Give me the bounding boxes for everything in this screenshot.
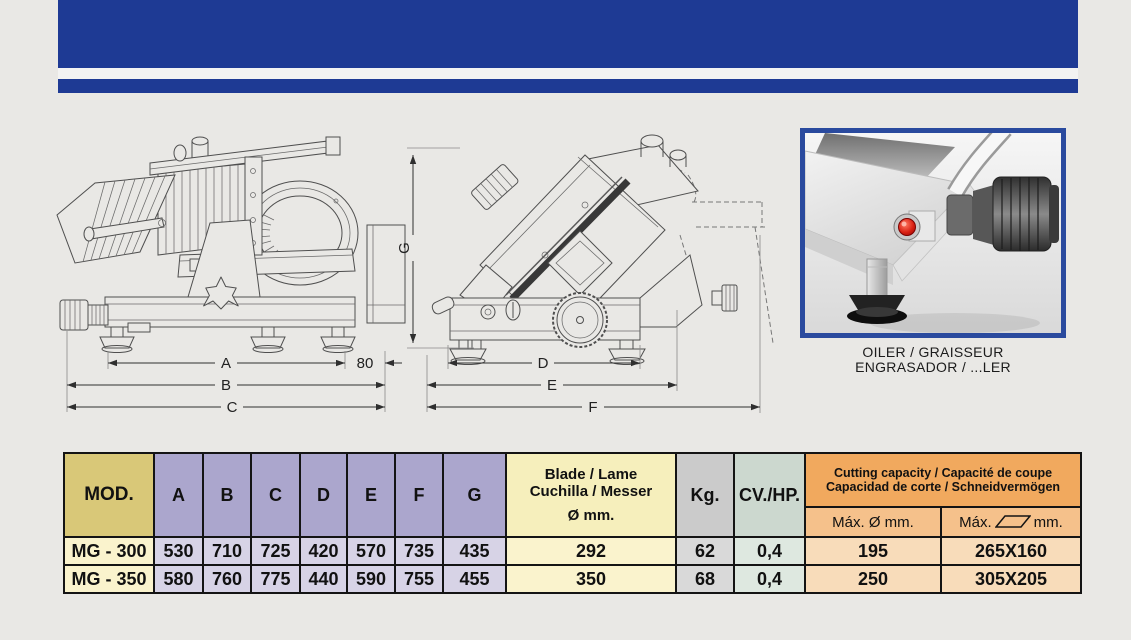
header-blade-line2: Cuchilla / Messer [529,483,653,500]
cell-a: 580 [154,565,203,593]
header-cutting-line2: Capacidad de corte / Schneidvermögen [825,480,1061,494]
cell-cv: 0,4 [734,537,805,565]
header-dim-f: F [395,453,443,537]
cell-e: 590 [347,565,395,593]
table-row-mg300 [64,537,1081,565]
cell-max-rect: 305X205 [941,565,1081,593]
oiler-photo [800,128,1066,338]
cell-blade: 350 [506,565,676,593]
dim-label-e: E [546,377,558,394]
cell-d: 420 [300,537,347,565]
header-cutting-capacity [805,453,1081,507]
header-dim-e: E [347,453,395,537]
cell-e: 570 [347,537,395,565]
header-blade-line3: Ø mm. [567,507,615,524]
cell-b: 710 [203,537,251,565]
cell-c: 775 [251,565,300,593]
cell-b: 760 [203,565,251,593]
cell-a: 530 [154,537,203,565]
technical-drawings [40,115,810,445]
cell-cv: 0,4 [734,565,805,593]
header-bar-main [58,0,1078,68]
header-bar-gap [58,68,1078,79]
header-dim-a: A [154,453,203,537]
cell-f: 735 [395,537,443,565]
cell-model: MG - 350 [64,565,154,593]
dim-label-d: D [537,355,549,372]
header-max-diameter: Máx. Ø mm. [805,507,941,537]
oiler-caption [790,345,1076,375]
oiler-caption-line1: OILER / GRAISSEUR [862,344,1004,360]
thickness-knob [60,300,108,330]
header-dim-c: C [251,453,300,537]
cell-model: MG - 300 [64,537,154,565]
cell-f: 755 [395,565,443,593]
dim-label-b: B [220,377,232,394]
dim-label-f: F [588,399,598,416]
dim-label-a: A [220,355,232,372]
tilted-knob [470,163,519,210]
parallelogram-icon [995,515,1031,528]
handwheel [553,293,607,347]
spec-table [63,452,1082,594]
header-max-rect-prefix: Máx. [959,513,992,531]
side-view-drawing [57,137,405,353]
cell-g: 435 [443,537,506,565]
dim-label-g: G [396,242,413,254]
header-cv: CV./HP. [734,453,805,537]
cell-c: 725 [251,537,300,565]
side-knob [712,285,737,311]
dim-label-80: 80 [356,355,374,372]
table-row-mg350 [64,565,1081,593]
header-blade [506,453,676,537]
cell-blade: 292 [506,537,676,565]
front-view-drawing [431,135,773,365]
dimension-drawing-svg [40,115,810,445]
photo-knob [993,177,1059,251]
cell-kg: 68 [676,565,734,593]
cell-g: 455 [443,565,506,593]
oiler-caption-line2: ENGRASADOR / ...LER [855,359,1011,375]
cell-max-diameter: 250 [805,565,941,593]
header-kg: Kg. [676,453,734,537]
cell-max-diameter: 195 [805,537,941,565]
oiler-photo-image [805,133,1061,333]
header-bar-thin [58,79,1078,93]
header-max-rect-suffix: mm. [1033,513,1063,531]
photo-oiler-indicator [894,214,920,240]
header-max-rect [941,507,1081,537]
header-dim-g: G [443,453,506,537]
header-cutting-line1: Cutting capacity / Capacité de coupe [833,465,1053,480]
header-dim-b: B [203,453,251,537]
cell-kg: 62 [676,537,734,565]
header-blade-line1: Blade / Lame [544,466,638,483]
header-dim-d: D [300,453,347,537]
cell-d: 440 [300,565,347,593]
cell-max-rect: 265X160 [941,537,1081,565]
header-mod: MOD. [64,453,154,537]
dim-label-c: C [226,399,238,416]
